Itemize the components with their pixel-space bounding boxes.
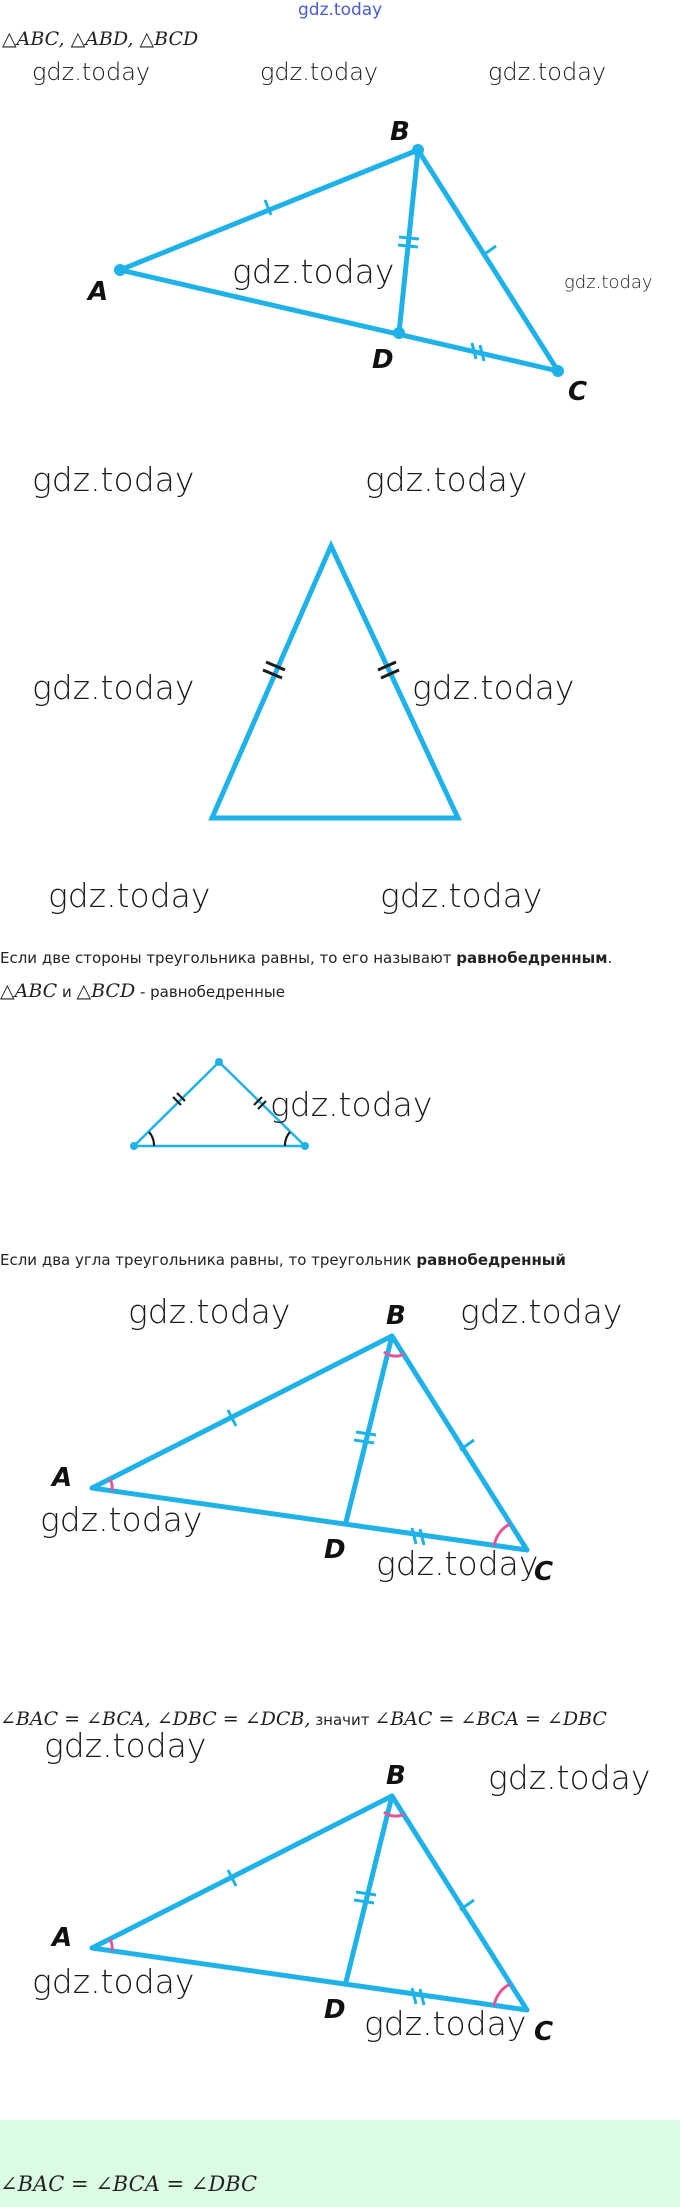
tick-mark <box>420 1529 424 1545</box>
vertex-label-a: A <box>52 1463 73 1493</box>
tick-mark <box>480 345 484 361</box>
site-link[interactable]: gdz.today <box>298 0 383 20</box>
theorem-text: Если два угла треугольника равны, то треугольник <box>0 1251 417 1269</box>
watermark: gdz.today <box>32 1962 195 2001</box>
vertex-label-a: A <box>88 277 109 307</box>
answer-box <box>0 2120 680 2207</box>
definition-isosceles <box>0 949 612 967</box>
watermark: gdz.today <box>48 876 211 915</box>
definition-term: равнобедренным <box>456 949 608 967</box>
vertex-label-a: A <box>52 1923 73 1953</box>
tick-mark <box>472 343 476 359</box>
theorem-equal-angles <box>0 1251 566 1269</box>
watermark: gdz.today <box>270 1085 433 1124</box>
conclusion-text: - равнобедренные <box>135 983 285 1001</box>
angle-arc <box>285 1132 290 1146</box>
angle-arc-c <box>494 1984 510 2006</box>
watermark: gdz.today <box>488 58 607 86</box>
vertex-label-c: C <box>534 1557 554 1587</box>
angle-arc <box>149 1132 154 1146</box>
watermark: gdz.today <box>380 876 543 915</box>
vertex-label-b: B <box>386 1301 406 1331</box>
watermark: gdz.today <box>32 668 195 707</box>
vertex-label-c: C <box>534 2017 554 2047</box>
vertex-label-d: D <box>324 1995 346 2025</box>
watermark: gdz.today <box>44 1726 207 1765</box>
watermark: gdz.today <box>376 1544 539 1583</box>
therefore-text: значит <box>310 1711 375 1729</box>
angle-arc-c <box>494 1524 510 1546</box>
watermark: gdz.today <box>365 460 528 499</box>
tick-mark <box>356 1892 376 1895</box>
definition-text: Если две стороны треугольника равны, то его называют <box>0 949 457 967</box>
watermark: gdz.today <box>32 460 195 499</box>
tick-mark <box>354 1900 374 1903</box>
triangles-list: △ABC, △ABD, △BCD <box>2 28 199 50</box>
watermark: gdz.today <box>32 58 151 86</box>
definition-end: . <box>607 949 613 967</box>
watermark: gdz.today <box>364 2004 527 2043</box>
theorem-term: равнобедренный <box>416 1251 566 1269</box>
watermark: gdz.today <box>412 668 575 707</box>
math-given: ∠BAC = ∠BCA, ∠DBC = ∠DCB, <box>0 1708 311 1730</box>
vertex-label-b: B <box>386 1761 406 1791</box>
watermark: gdz.today <box>128 1292 291 1331</box>
tick-mark <box>356 1432 376 1435</box>
tick-mark <box>399 237 419 239</box>
tick-mark <box>354 1440 374 1443</box>
math-bcd: △BCD <box>76 980 136 1002</box>
tick-mark <box>412 1988 416 2004</box>
vertex-label-d: D <box>324 1535 346 1565</box>
watermark: gdz.today <box>260 58 379 86</box>
watermark: gdz.today <box>564 272 653 293</box>
watermark: gdz.today <box>488 1758 651 1797</box>
watermark: gdz.today <box>232 252 395 291</box>
math-conclusion: ∠BAC = ∠BCA = ∠DBC <box>374 1708 607 1730</box>
isosceles-conclusion <box>0 980 285 1002</box>
tick-mark <box>412 1528 416 1544</box>
math-abc: △ABC <box>0 980 58 1002</box>
vertex-label-d: D <box>372 345 394 375</box>
vertex-label-b: B <box>390 117 410 147</box>
answer-math: ∠BAC = ∠BCA = ∠DBC <box>0 2172 258 2196</box>
watermark: gdz.today <box>40 1500 203 1539</box>
vertex-label-c: C <box>568 377 588 407</box>
conjunction: и <box>57 983 77 1001</box>
tick-mark <box>398 245 418 247</box>
watermark: gdz.today <box>460 1292 623 1331</box>
tick-mark <box>420 1989 424 2005</box>
